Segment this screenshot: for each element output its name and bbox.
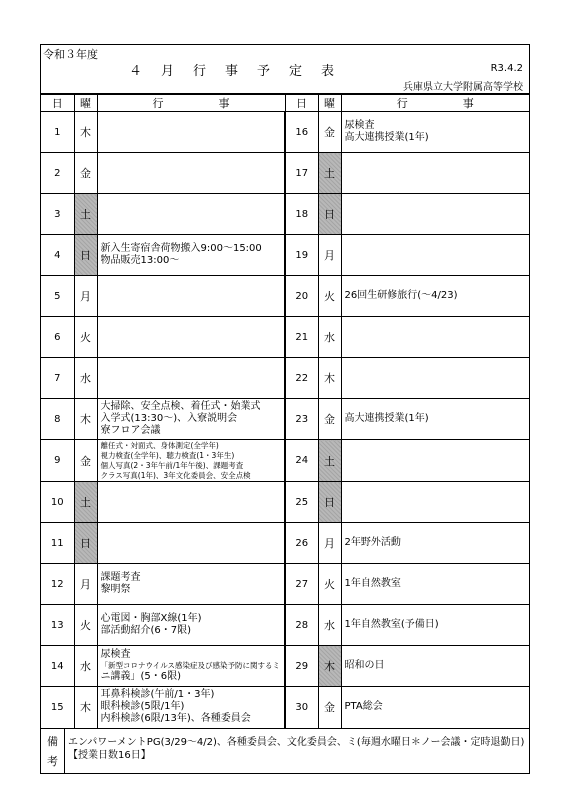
events-cell (341, 235, 529, 276)
event-line: 物品販売13:00～ (100, 255, 180, 266)
weekday-cell: 木 (74, 112, 97, 153)
weekday-cell-holiday: 日 (318, 194, 341, 235)
weekday-cell: 水 (318, 317, 341, 358)
events-cell (97, 235, 285, 276)
events-cell (341, 687, 529, 728)
schedule-row (41, 276, 529, 317)
weekday-cell: 月 (318, 523, 341, 564)
weekday-cell: 金 (318, 112, 341, 153)
notes-label-top: 備 (47, 734, 58, 748)
header-weekday: 曜 (318, 95, 341, 112)
schedule-row (41, 112, 529, 153)
notes-label (41, 729, 65, 773)
event-line: クラス写真(1年)、3年文化委員会、安全点検 (100, 471, 251, 480)
day-number: 8 (41, 399, 74, 440)
day-number: 7 (41, 358, 74, 399)
weekday-cell: 水 (74, 646, 97, 687)
day-number: 25 (285, 482, 318, 523)
event-line: PTA総会 (344, 701, 383, 713)
event-line: 大掃除、安全点検、着任式・始業式 (100, 401, 261, 412)
weekday-cell: 金 (74, 440, 97, 482)
schedule-row (41, 482, 529, 523)
schedule-sheet (40, 44, 530, 774)
event-line: 新入生寄宿舎荷物搬入9:00～15:00 (100, 243, 262, 254)
day-number: 23 (285, 399, 318, 440)
event-line: 高大連携授業(1年) (344, 132, 429, 143)
event-line: 黎明祭 (100, 584, 131, 595)
event-line: 課題考査 (100, 572, 141, 583)
weekday-cell-holiday: 日 (74, 523, 97, 564)
event-line: 入学式(13:30～)、入寮説明会 (100, 413, 238, 424)
header-events: 行 事 (97, 95, 285, 112)
issue-date: R3.4.2 (490, 63, 523, 74)
events-cell (341, 440, 529, 482)
schedule-row (41, 194, 529, 235)
events-cell (341, 399, 529, 440)
day-number: 1 (41, 112, 74, 153)
event-line: 2年野外活動 (344, 537, 401, 548)
events-cell (97, 276, 285, 317)
events-cell (341, 646, 529, 687)
weekday-cell: 木 (318, 358, 341, 399)
event-line: 26回生研修旅行(～4/23) (344, 290, 458, 301)
schedule-row (41, 358, 529, 399)
events-cell (97, 112, 285, 153)
weekday-cell: 月 (74, 276, 97, 317)
day-number: 22 (285, 358, 318, 399)
events-cell (341, 153, 529, 194)
day-number: 3 (41, 194, 74, 235)
event-line: 耳鼻科検診(午前/1・3年) (100, 689, 215, 701)
weekday-cell: 木 (74, 687, 97, 728)
weekday-cell: 金 (318, 399, 341, 440)
day-number: 15 (41, 687, 74, 728)
events-cell (341, 564, 529, 605)
schedule-table (41, 94, 529, 728)
weekday-cell-holiday: 木 (318, 646, 341, 687)
events-cell (97, 564, 285, 605)
event-line: 部活動紹介(6・7限) (100, 625, 192, 636)
schedule-row (41, 687, 529, 728)
event-line: 心電図・胸部X線(1年) (100, 613, 202, 624)
day-number: 26 (285, 523, 318, 564)
weekday-cell: 金 (74, 153, 97, 194)
events-cell (341, 194, 529, 235)
day-number: 29 (285, 646, 318, 687)
events-cell (97, 317, 285, 358)
weekday-cell: 金 (318, 687, 341, 728)
header-events: 行 事 (341, 95, 529, 112)
day-number: 10 (41, 482, 74, 523)
weekday-cell: 月 (74, 564, 97, 605)
schedule-row (41, 440, 529, 482)
header-day: 日 (285, 95, 318, 112)
event-line: 視力検査(全学年)、聴力検査(1・3年生) (100, 451, 235, 460)
header-weekday: 曜 (74, 95, 97, 112)
events-cell (341, 358, 529, 399)
notes-section (41, 728, 529, 773)
day-number: 11 (41, 523, 74, 564)
event-line: 寮フロア会議 (100, 425, 161, 436)
day-number: 27 (285, 564, 318, 605)
weekday-cell: 木 (74, 399, 97, 440)
events-cell (97, 646, 285, 687)
events-cell (341, 317, 529, 358)
weekday-cell-holiday: 日 (74, 235, 97, 276)
document-title: ４月行事予定表 (128, 64, 353, 79)
title-bar (41, 45, 529, 94)
day-number: 28 (285, 605, 318, 646)
weekday-cell: 火 (74, 605, 97, 646)
event-line: 尿検査 (100, 649, 131, 660)
weekday-cell-holiday: 土 (74, 194, 97, 235)
events-cell (97, 440, 285, 482)
event-line: 離任式・対面式、身体測定(全学年) (100, 441, 219, 450)
event-line: 眼科検診(5限/1年) (100, 701, 185, 713)
header-day: 日 (41, 95, 74, 112)
day-number: 9 (41, 440, 74, 482)
event-line: 1年自然教室 (344, 578, 401, 589)
schedule-row (41, 317, 529, 358)
events-cell (97, 605, 285, 646)
event-line: 内科検診(6限/13年)、各種委員会 (100, 713, 251, 725)
day-number: 30 (285, 687, 318, 728)
weekday-cell-holiday: 日 (318, 482, 341, 523)
day-number: 24 (285, 440, 318, 482)
schedule-row (41, 235, 529, 276)
header-row (41, 95, 529, 112)
weekday-cell: 水 (318, 605, 341, 646)
schedule-row (41, 564, 529, 605)
day-number: 12 (41, 564, 74, 605)
school-name: 兵庫県立大学附属高等学校 (403, 82, 523, 93)
schedule-row (41, 153, 529, 194)
weekday-cell-holiday: 土 (318, 153, 341, 194)
day-number: 13 (41, 605, 74, 646)
weekday-cell: 火 (74, 317, 97, 358)
fiscal-year-label: 令和３年度 (43, 48, 98, 61)
day-number: 2 (41, 153, 74, 194)
events-cell (97, 194, 285, 235)
notes-label-bottom: 考 (47, 754, 58, 768)
day-number: 20 (285, 276, 318, 317)
weekday-cell-holiday: 土 (74, 482, 97, 523)
events-cell (341, 276, 529, 317)
events-cell (97, 358, 285, 399)
schedule-row (41, 399, 529, 440)
event-line: 「新型コロナウイルス感染症及び感染予防に関するミ (100, 661, 281, 670)
day-number: 21 (285, 317, 318, 358)
event-line: 尿検査 (344, 120, 375, 131)
day-number: 19 (285, 235, 318, 276)
weekday-cell: 月 (318, 235, 341, 276)
weekday-cell: 火 (318, 276, 341, 317)
events-cell (97, 482, 285, 523)
day-number: 6 (41, 317, 74, 358)
day-number: 18 (285, 194, 318, 235)
events-cell (97, 153, 285, 194)
events-cell (341, 523, 529, 564)
event-line: ニ講義」(5・6限) (100, 671, 182, 682)
day-number: 14 (41, 646, 74, 687)
day-number: 5 (41, 276, 74, 317)
notes-text: エンパワーメントPG(3/29～4/2)、各種委員会、文化委員会、ミ(毎週水曜日＊ノー会議・定時退勤日)【授業日数16日】 (68, 736, 525, 761)
weekday-cell-holiday: 土 (318, 440, 341, 482)
schedule-row (41, 605, 529, 646)
event-line: 個人写真(2・3年午前/1年午後)、課題考査 (100, 461, 244, 470)
events-cell (341, 482, 529, 523)
event-line: 1年自然教室(予備日) (344, 619, 439, 630)
schedule-row (41, 646, 529, 687)
weekday-cell: 水 (74, 358, 97, 399)
events-cell (341, 605, 529, 646)
weekday-cell: 火 (318, 564, 341, 605)
day-number: 17 (285, 153, 318, 194)
schedule-row (41, 523, 529, 564)
day-number: 4 (41, 235, 74, 276)
events-cell (97, 523, 285, 564)
event-line: 高大連携授業(1年) (344, 413, 429, 424)
events-cell (341, 112, 529, 153)
day-number: 16 (285, 112, 318, 153)
event-line: 昭和の日 (344, 660, 385, 671)
events-cell (97, 687, 285, 728)
events-cell (97, 399, 285, 440)
